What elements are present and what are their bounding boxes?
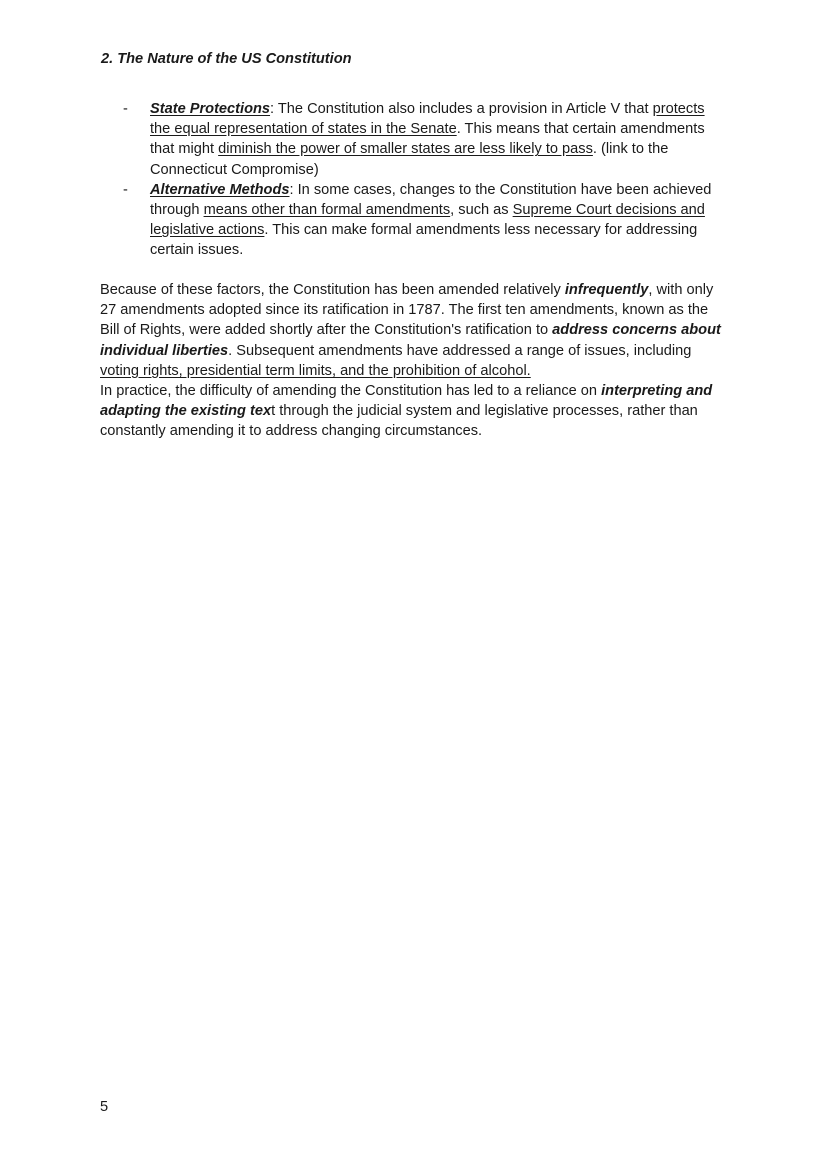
paragraph-interpretation xyxy=(100,381,730,442)
supreme-court-link[interactable]: Supreme Court decisions and legislative actions xyxy=(150,202,705,239)
bullet-dash: - xyxy=(123,101,128,117)
bullet-text: In some cases, changes to the Constitution have been achieved through xyxy=(150,181,712,219)
paragraph-amendments xyxy=(100,280,730,381)
emphasis-infrequently: infrequently xyxy=(564,282,649,298)
body-paragraph xyxy=(100,280,730,442)
bullet-alternative-methods xyxy=(100,180,740,261)
bullet-text: . This can make formal amendments less necessary for addressing certain issues. xyxy=(150,222,698,259)
alternative-methods-term: Alternative Methods xyxy=(150,181,290,198)
bullet-list xyxy=(100,99,740,261)
emphasis-interpreting: interpreting and adapting the existing tex xyxy=(100,383,713,420)
paragraph-text: . Subsequent amendments have addressed a range of issues, including xyxy=(228,342,692,359)
bullet-dash: - xyxy=(123,181,128,198)
formal-amendments-link[interactable]: means other than formal amendments xyxy=(203,202,451,219)
term-separator: : xyxy=(289,181,294,198)
senate-representation-link[interactable]: protects the equal representation of states in the Senate xyxy=(150,101,705,138)
bullet-text: . This means that certain amendments that might xyxy=(150,121,705,158)
bullet-state-protections xyxy=(100,99,740,180)
bullet-body xyxy=(150,180,725,261)
paragraph-text: In practice, the difficulty of amending the Constitution has led to a reliance on xyxy=(100,383,602,400)
bullet-body xyxy=(150,99,725,180)
emphasis-individual-liberties: address concerns about individual liberties xyxy=(100,322,721,359)
section-heading: 2. The Nature of the US Constitution xyxy=(101,51,352,67)
smaller-states-link[interactable]: diminish the power of smaller states are less likely to pass xyxy=(218,141,593,158)
state-protections-term: State Protections xyxy=(150,101,271,117)
bullet-text: , such as xyxy=(450,202,513,219)
amendment-topics-link[interactable]: voting rights, presidential term limits, and the prohibition of alcohol. xyxy=(100,362,531,379)
page-number: 5 xyxy=(100,1099,109,1115)
bullet-text: The Constitution also includes a provision in Article V that xyxy=(274,101,653,117)
bullet-text: . (link to the Connecticut Compromise) xyxy=(150,141,669,178)
paragraph-text: , with only 27 amendments adopted since its ratification in 1787. The first ten amendments, known as the Bill of Rights, were added shortly after the Constitution's ratification to xyxy=(100,282,714,339)
paragraph-text: Because of these factors, the Constitution has been amended relatively xyxy=(100,282,565,298)
paragraph-text: t through the judicial system and legislative processes, rather than constantly amending it to address changing circumstances. xyxy=(100,403,698,440)
term-separator: : xyxy=(270,101,275,117)
